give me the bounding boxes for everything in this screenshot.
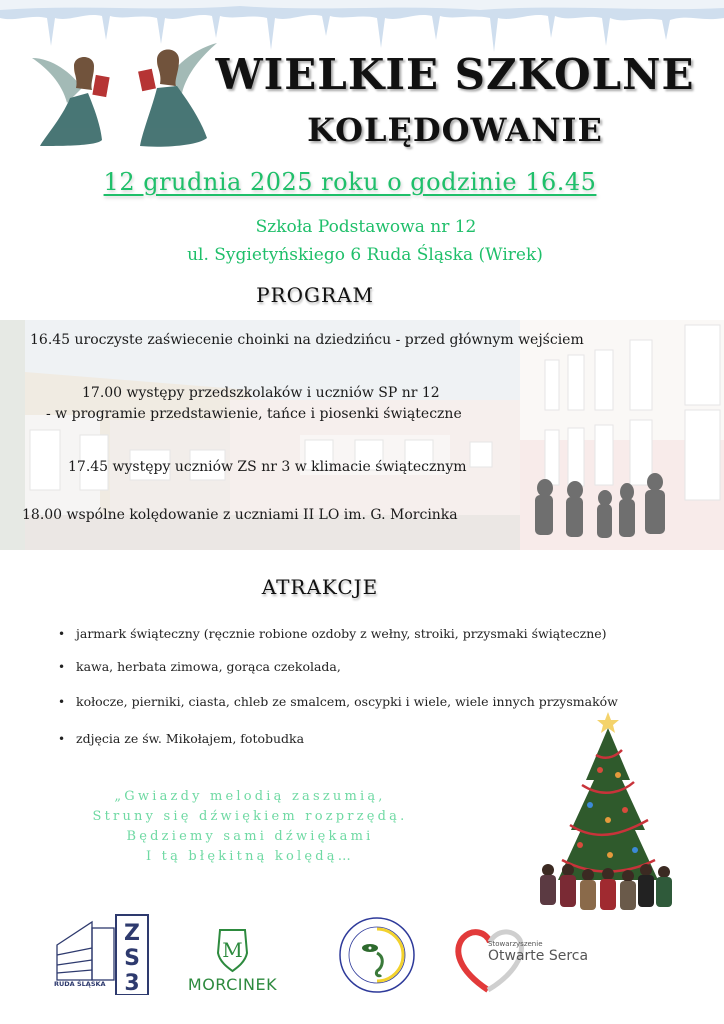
sp12-badge-icon	[337, 915, 417, 995]
program-item-continuation: - w programie przedstawienie, tańce i piosenki świąteczne	[46, 406, 462, 422]
angel-right	[138, 43, 217, 147]
title-line-2: KOLĘDOWANIE	[307, 111, 603, 149]
logo-sp12	[337, 915, 417, 995]
attraction-text: jarmark świąteczny (ręcznie robione ozdoby z wełny, stroiki, przysmaki świąteczne)	[76, 626, 607, 641]
venue-name: Szkoła Podstawowa nr 12	[255, 217, 477, 237]
morcinek-letter: M	[222, 938, 243, 962]
serca-small-label: Stowarzyszenie	[488, 940, 543, 948]
poem-line: „Gwiazdy melodią zaszumią,	[114, 789, 386, 804]
morcinek-name: MORCINEK	[187, 975, 278, 994]
logo-zs3	[52, 910, 152, 995]
serca-name: Otwarte Serca	[488, 948, 589, 964]
attractions-heading: ATRAKCJE	[261, 575, 379, 599]
bullet-icon: •	[58, 660, 66, 674]
attraction-text: kawa, herbata zimowa, gorąca czekolada,	[76, 659, 341, 674]
attraction-item	[58, 625, 698, 658]
attraction-item	[58, 658, 698, 693]
logo-morcinek	[165, 925, 300, 997]
program-item: 17.00 występy przedszkolaków i uczniów SP nr 12	[82, 385, 440, 401]
poem-line: Struny się dźwiękiem rozprzędą.	[92, 809, 408, 824]
attraction-text: zdjęcia ze św. Mikołajem, fotobudka	[76, 731, 305, 746]
program-item: 16.45 uroczyste zaświecenie choinki na dziedzińcu - przed głównym wejściem	[30, 332, 584, 348]
angels-illustration	[22, 28, 227, 168]
venue-address: ul. Sygietyńskiego 6 Ruda Śląska (Wirek)	[187, 245, 543, 265]
shield-icon	[165, 925, 300, 975]
logo-otwarte-serca	[448, 920, 598, 995]
bullet-icon: •	[58, 695, 66, 709]
christmas-tree-illustration	[530, 710, 680, 920]
zs3-caption: RUDA ŚLĄSKA	[54, 980, 106, 988]
program-item: 18.00 wspólne kolędowanie z uczniami II LO im. G. Morcinka	[22, 507, 458, 523]
attraction-text: kołocze, pierniki, ciasta, chleb ze smalcem, oscypki i wiele, wiele innych przysmaków	[76, 694, 618, 709]
poem-line: I tą błękitną kolędą…	[146, 849, 354, 864]
poem-quote	[60, 787, 440, 867]
program-photo-band	[0, 320, 724, 550]
zs3-mark-z: Z	[124, 921, 140, 946]
program-item: 17.45 występy uczniów ZS nr 3 w klimacie świątecznym	[68, 459, 467, 475]
angel-left	[32, 57, 110, 146]
bullet-icon: •	[58, 627, 66, 641]
zs3-mark-s: S	[124, 946, 140, 971]
program-heading: PROGRAM	[256, 283, 374, 307]
partner-logos	[0, 905, 724, 1010]
title-line-1: WIELKIE SZKOLNE	[215, 50, 695, 99]
poem-line: Będziemy sami dźwiękami	[126, 829, 374, 844]
zs3-mark-3: 3	[124, 971, 140, 995]
event-date-time: 12 grudnia 2025 roku o godzinie 16.45	[103, 168, 597, 196]
bullet-icon: •	[58, 732, 66, 746]
